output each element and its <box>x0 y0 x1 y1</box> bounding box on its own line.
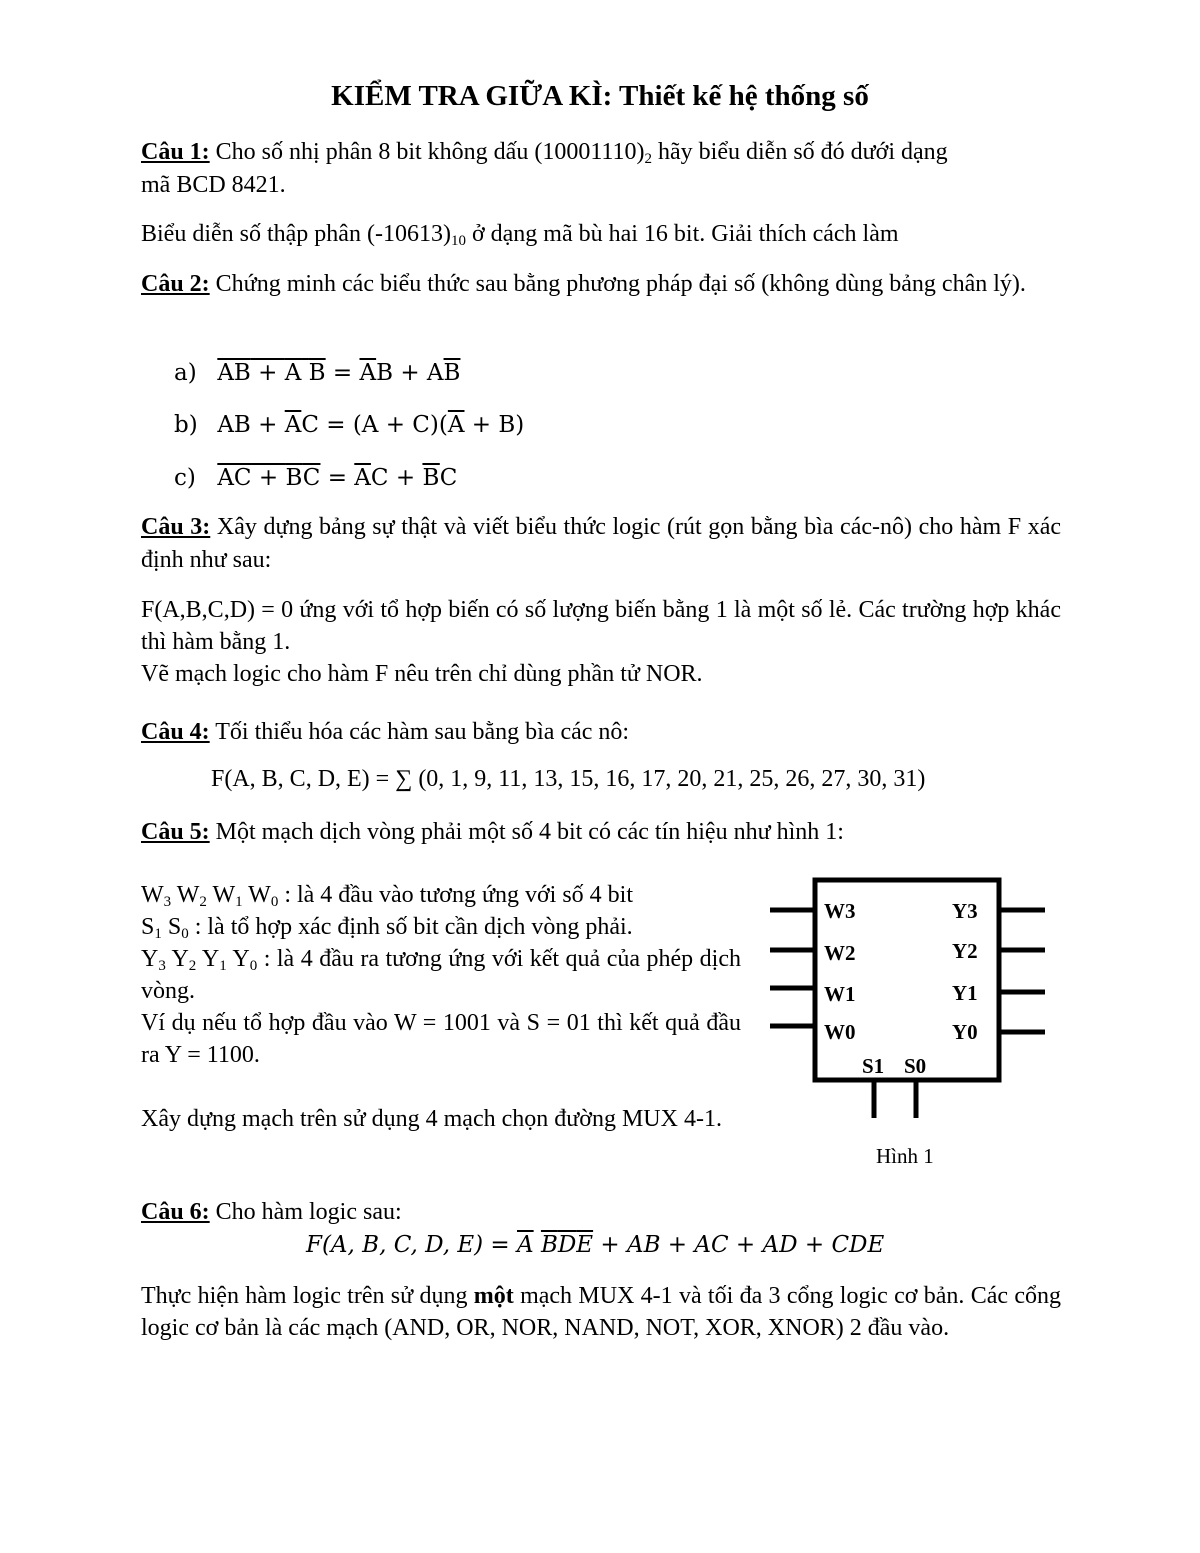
q2-c-l1: AC <box>217 465 252 491</box>
q2-a-term1: AB <box>217 360 251 386</box>
q2-a-r1b: B <box>376 360 394 386</box>
q4-formula: F(A, B, C, D, E) = ∑ (0, 1, 9, 11, 13, 15, 16, 17, 20, 21, 25, 26, 27, 30, 31) <box>211 766 926 792</box>
q2-c-r1a: $\overline{A}$ <box>354 465 371 491</box>
q6-paragraph-2 <box>141 1280 1061 1344</box>
q4-paragraph <box>141 716 1061 749</box>
q2-b-t5: + B) <box>464 412 525 438</box>
q2-c-r2a: $\overline{B}$ <box>422 465 440 491</box>
q2-item-a-label: a) <box>174 360 197 386</box>
q3-p2: F(A,B,C,D) = 0 ứng với tổ hợp biến có số lượng biến bằng 1 là một số lẻ. Các trường hợp khác thì hàm bằng 1. <box>141 597 1061 655</box>
q1-text-a: Cho số nhị phân 8 bit không dấu (10001110) <box>215 139 645 165</box>
q1-text-b: hãy biểu diễn số đó dưới dạng <box>652 139 948 165</box>
q1-p2-sub: 10 <box>450 233 466 249</box>
q2-item-a: a) AB + A $B = \overline{A}B + A\overline{B}$ <box>174 356 460 390</box>
q2-a-r2a: A <box>426 360 444 386</box>
q6-p2a: Thực hiện hàm logic trên sử dụng <box>141 1283 474 1309</box>
q1-paragraph-2 <box>141 218 1061 251</box>
q6-p2c: mạch MUX 4-1 và tối đa 3 cổng logic cơ bản. Các cổng logic cơ bản là các mạch (AND, OR, NOR, NAND, NOT, XOR, XNOR) 2 đầu vào. <box>141 1283 1061 1341</box>
q2-item-b <box>174 408 524 442</box>
q5-description <box>141 879 741 1135</box>
q2-text: Chứng minh các biểu thức sau bằng phương pháp đại số (không dùng bảng chân lý). <box>209 271 1026 297</box>
q2-paragraph <box>141 268 1061 301</box>
q1-p2-text-b: ở dạng mã bù hai 16 bit. Giải thích cách làm <box>465 221 899 247</box>
q2-item-c-label: c) <box>174 465 196 491</box>
q2-c-r1b: C <box>370 465 389 491</box>
q6-label: Câu 6: <box>141 1199 210 1225</box>
label-y1: Y1 <box>952 981 978 1005</box>
q3-text: Xây dựng bảng sự thật và viết biểu thức logic (rút gọn bằng bìa các-nô) cho hàm F xác định như sau: <box>141 514 1061 573</box>
q5-line3: $Y_3$ $Y_2$ $Y_1$ $Y_0$ : là 4 đầu ra tương ứng với kết quả của phép dịch vòng. <box>141 946 741 1004</box>
q5-line2: $S_1$ $S_0$ : là tổ hợp xác định số bit cần dịch vòng phải. <box>141 914 633 942</box>
q4-text: Tối thiểu hóa các hàm sau bằng bìa các nô: <box>209 719 630 745</box>
q2-a-r1a: $\overline{A}$ <box>359 360 377 386</box>
q5-line5: Xây dựng mạch trên sử dụng 4 mạch chọn đường MUX 4-1. <box>141 1106 722 1132</box>
q2-item-c: c) AC + BC = $\overline{A}C + \overline{B}C$ <box>174 461 457 495</box>
q2-c-l2a: B <box>285 465 303 491</box>
label-w0: W0 <box>824 1020 856 1044</box>
q2-a-lhs <box>217 360 325 386</box>
q2-a-term2a: A <box>284 360 302 386</box>
label-w1: W1 <box>824 982 856 1006</box>
page-title: KIỂM TRA GIỮA KÌ: Thiết kế hệ thống số <box>331 80 869 112</box>
label-w2: W2 <box>824 941 856 965</box>
q2-a-r2b: $\overline{B}$ <box>443 360 461 386</box>
q2-c-l2b: C <box>302 465 321 491</box>
q3-paragraph-2 <box>141 594 1061 690</box>
q2-b-t1: AB + <box>217 412 285 438</box>
q6-formula-lhs: F(A, B, C, D, E) = <box>306 1232 517 1258</box>
q5-paragraph <box>141 816 1061 849</box>
q2-item-b-label: b) <box>174 412 198 438</box>
figure-caption: Hình 1 <box>876 1144 934 1168</box>
q4-label: Câu 4: <box>141 719 210 745</box>
q3-label: Câu 3: <box>141 514 211 540</box>
q2-b-t2: $\overline{A}$ <box>284 412 302 438</box>
q2-b-t3: C = (A + C)( <box>301 412 448 438</box>
q1-label: Câu 1: <box>141 139 210 165</box>
q1-line2: mã BCD 8421. <box>141 172 286 198</box>
label-y3: Y3 <box>952 899 978 923</box>
q3-p3: Vẽ mạch logic cho hàm F nêu trên chỉ dùng phần tử NOR. <box>141 661 703 687</box>
q5-text: Một mạch dịch vòng phải một số 4 bit có các tín hiệu như hình 1: <box>209 819 844 845</box>
q2-c-eq: = <box>320 465 355 491</box>
q2-a-term2b: B <box>308 360 326 386</box>
q6-p2b: một <box>473 1283 514 1309</box>
q5-line1: $W_3$ $W_2$ $W_1$ $W_0$ : là 4 đầu vào tương ứng với số 4 bit <box>141 882 634 910</box>
q2-c-r2b: C <box>439 465 458 491</box>
q6-formula-rhs: + AB + AC + AD + CDE <box>593 1232 885 1258</box>
label-s0: S0 <box>904 1054 927 1078</box>
q2-a-plus: + <box>250 360 285 386</box>
q1-paragraph <box>141 136 1061 202</box>
q2-label: Câu 2: <box>141 271 210 297</box>
label-y0: Y0 <box>952 1020 978 1044</box>
q1-sub: 2 <box>644 151 653 167</box>
q5-label: Câu 5: <box>141 819 210 845</box>
q5-line4: Ví dụ nếu tổ hợp đầu vào W = 1001 và S = 01 thì kết quả đầu ra Y = 1100. <box>141 1010 741 1068</box>
q3-paragraph <box>141 511 1061 577</box>
q6-text: Cho hàm logic sau: <box>209 1199 402 1225</box>
q2-a-eq: = <box>325 360 360 386</box>
q6-paragraph <box>141 1196 1061 1229</box>
q1-p2-text: Biểu diễn số thập phân (-10613) <box>141 221 451 247</box>
label-y2: Y2 <box>952 939 978 963</box>
q2-b-t4: $\overline{A}$ <box>447 412 465 438</box>
shift-circuit-figure <box>770 870 1060 1120</box>
label-s1: S1 <box>862 1054 885 1078</box>
label-w3: W3 <box>824 899 856 923</box>
q6-formula: F(A, B, C, D, $E) = \overline{A}$ $\overline{B}\overline{D}\overline{E}$ + AB + AC + AD + CDE <box>306 1232 885 1258</box>
q2-c-lhs: AC + BC <box>217 465 321 491</box>
